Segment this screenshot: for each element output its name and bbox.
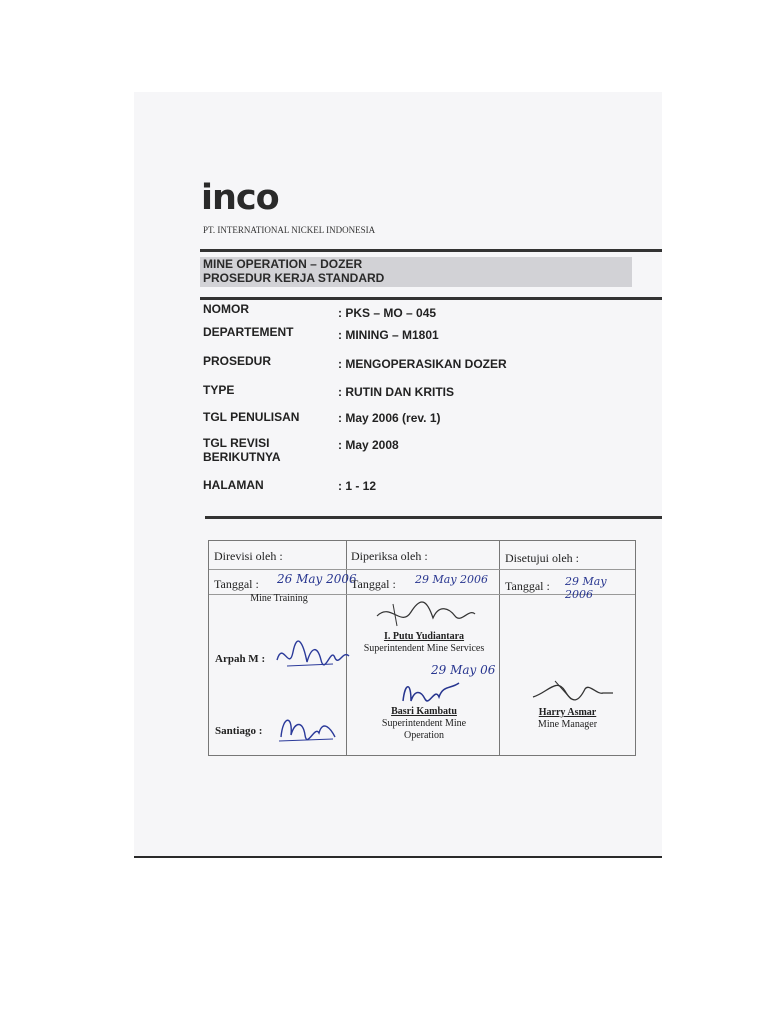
title-line-2: PROSEDUR KERJA STANDARD	[203, 271, 385, 285]
field-value-type: : RUTIN DAN KRITIS	[338, 385, 454, 399]
header-direvisi: Direvisi oleh :	[214, 549, 283, 563]
field-label-prosedur: PROSEDUR	[203, 354, 272, 368]
title-basri-line1: Superintendent Mine	[381, 718, 467, 729]
handwritten-date-29-may: 29 May 06	[431, 663, 496, 677]
tanggal-label-2: Tanggal :	[351, 577, 396, 591]
date-handwritten-2: 29 May 2006	[415, 573, 489, 586]
tanggal-label-1: Tanggal :	[214, 577, 259, 591]
field-value-prosedur: : MENGOPERASIKAN DOZER	[338, 357, 507, 371]
field-label-tgl-revisi	[203, 436, 281, 464]
field-value-tgl-penulisan: : May 2006 (rev. 1)	[338, 411, 441, 425]
name-basri: Basri Kambatu	[391, 706, 457, 717]
field-label-tgl-revisi-line2: BERIKUTNYA	[203, 450, 281, 464]
field-label-halaman: HALAMAN	[203, 478, 264, 492]
title-basri-line2: Operation	[404, 730, 444, 741]
divider-top	[200, 249, 662, 252]
field-label-departement: DEPARTEMENT	[203, 325, 294, 339]
title-line-1: MINE OPERATION – DOZER	[203, 257, 363, 271]
date-handwritten-1: 26 May 2006	[277, 572, 357, 586]
field-label-nomor: NOMOR	[203, 302, 249, 316]
signature-arpah	[273, 636, 353, 676]
dept-mine-training: Mine Training	[250, 593, 308, 604]
company-name: PT. INTERNATIONAL NICKEL INDONESIA	[203, 225, 376, 235]
signer-santiago-label: Santiago :	[215, 725, 263, 737]
field-value-departement: : MINING – M1801	[338, 328, 439, 342]
field-value-halaman: : 1 - 12	[338, 479, 377, 493]
company-logo: inco	[201, 178, 279, 218]
name-putu: I. Putu Yudiantara	[383, 631, 465, 642]
date-handwritten-3: 29 May 2006	[565, 575, 607, 601]
table-row-divider-1	[209, 569, 635, 570]
signature-putu	[371, 598, 481, 632]
title-putu: Superintendent Mine Services	[363, 643, 485, 654]
tanggal-label-3: Tanggal :	[505, 579, 550, 593]
signature-basri	[397, 677, 467, 709]
signer-arpah-label: Arpah M :	[215, 653, 266, 665]
approval-table	[208, 540, 636, 756]
name-harry: Harry Asmar	[538, 707, 597, 718]
field-label-type: TYPE	[203, 383, 235, 397]
field-label-tgl-penulisan: TGL PENULISAN	[203, 410, 300, 424]
field-label-tgl-revisi-line1: TGL REVISI	[203, 436, 270, 450]
signature-santiago	[275, 711, 341, 747]
field-value-nomor: : PKS – MO – 045	[338, 306, 437, 320]
divider-bottom	[205, 516, 662, 519]
field-value-tgl-revisi: : May 2008	[338, 438, 399, 452]
signature-harry	[527, 673, 617, 707]
page-edge-line	[134, 856, 662, 858]
header-disetujui: Disetujui oleh :	[505, 551, 579, 565]
header-diperiksa: Diperiksa oleh :	[351, 549, 428, 563]
title-harry: Mine Manager	[537, 719, 598, 730]
divider-header	[200, 297, 662, 300]
document-title	[203, 257, 384, 285]
